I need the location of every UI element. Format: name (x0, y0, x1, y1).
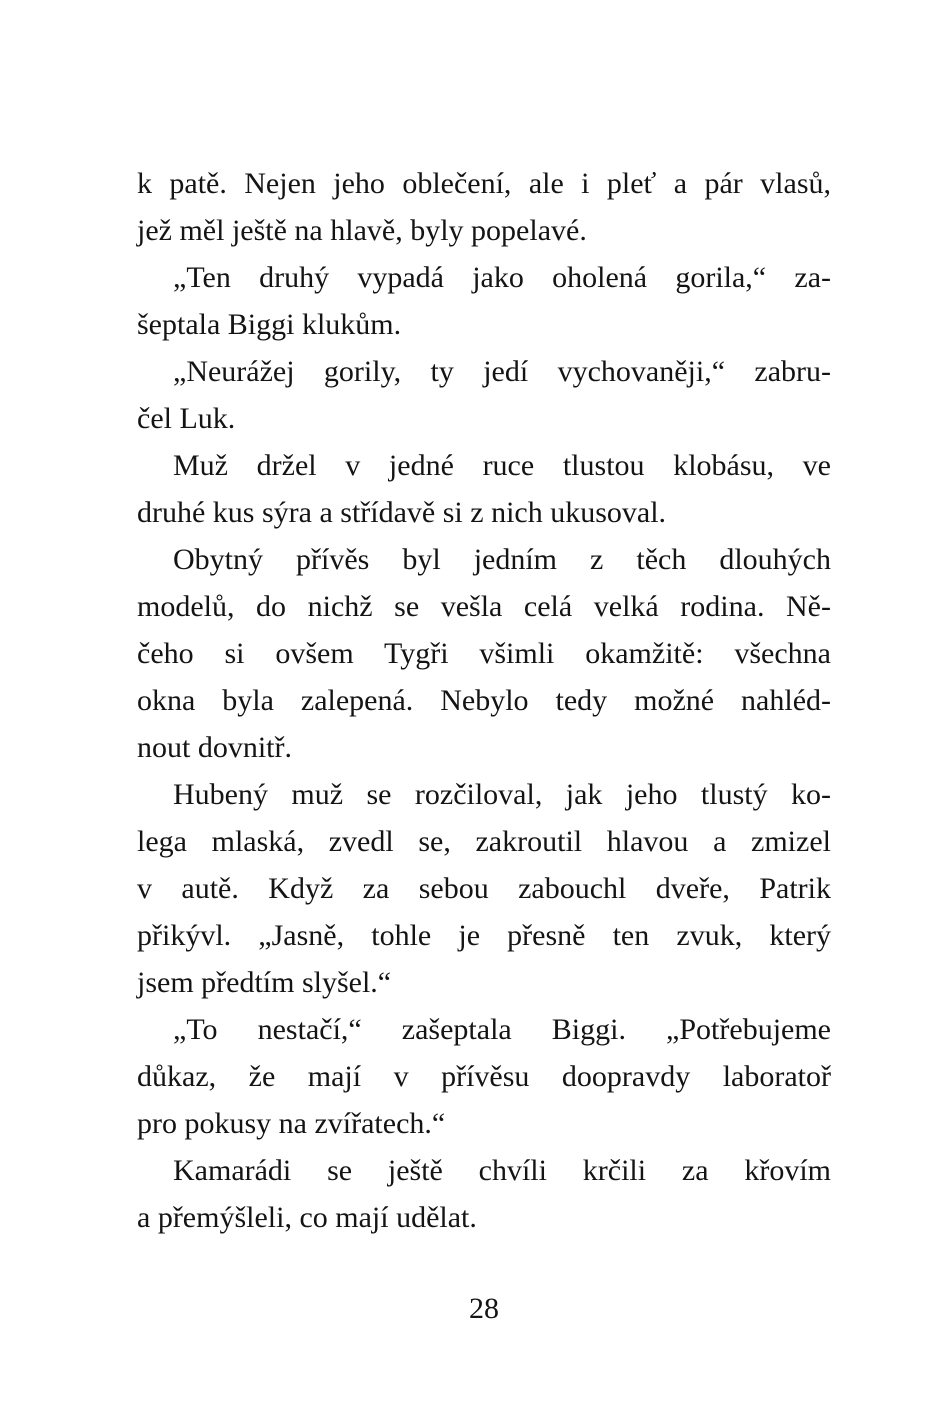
paragraph (137, 160, 831, 254)
text-line: „Ten druhý vypadá jako oholená gorila,“ za- (173, 261, 831, 294)
text-line: šeptala Biggi klukům. (137, 308, 402, 341)
paragraph (137, 254, 831, 348)
text-line: Muž držel v jedné ruce tlustou klobásu, ve (173, 449, 831, 482)
paragraph (137, 1006, 831, 1147)
text-line: druhé kus sýra a střídavě si z nich ukusoval. (137, 496, 667, 529)
text-line: čel Luk. (137, 402, 236, 435)
page-number: 28 (469, 1292, 499, 1325)
text-line: „To nestačí,“ zašeptala Biggi. „Potřebujeme (173, 1013, 831, 1046)
text-line: „Neurážej gorily, ty jedí vychovaněji,“ zabru- (173, 355, 831, 388)
text-line: v autě. Když za sebou zabouchl dveře, Patrik (137, 872, 831, 905)
text-line: okna byla zalepená. Nebylo tedy možné nahléd- (137, 684, 831, 717)
text-line: Hubený muž se rozčiloval, jak jeho tlustý ko- (173, 778, 831, 811)
paragraph (137, 348, 831, 442)
text-line: nout dovnitř. (137, 731, 292, 764)
text-line: přikývl. „Jasně, tohle je přesně ten zvuk, který (137, 919, 831, 952)
paragraph (137, 1147, 831, 1241)
text-line: Obytný přívěs byl jedním z těch dlouhých (173, 543, 831, 576)
text-line: a přemýšleli, co mají udělat. (137, 1201, 477, 1234)
text-line: jsem předtím slyšel.“ (137, 966, 392, 999)
text-line: lega mlaská, zvedl se, zakroutil hlavou a zmizel (137, 825, 831, 858)
text-line: k patě. Nejen jeho oblečení, ale i pleť a pár vlasů, (137, 167, 831, 200)
text-line: Kamarádi se ještě chvíli krčili za křovím (173, 1154, 831, 1187)
paragraph (137, 536, 831, 771)
text-line: jež měl ještě na hlavě, byly popelavé. (137, 214, 587, 247)
paragraph (137, 771, 831, 1006)
text-line: důkaz, že mají v přívěsu doopravdy laboratoř (137, 1060, 831, 1093)
text-line: pro pokusy na zvířatech.“ (137, 1107, 446, 1140)
text-line: modelů, do nichž se vešla celá velká rodina. Ně- (137, 590, 831, 623)
text-block (137, 160, 831, 1241)
paragraph (137, 442, 831, 536)
text-line: čeho si ovšem Tygři všimli okamžitě: všechna (137, 637, 831, 670)
